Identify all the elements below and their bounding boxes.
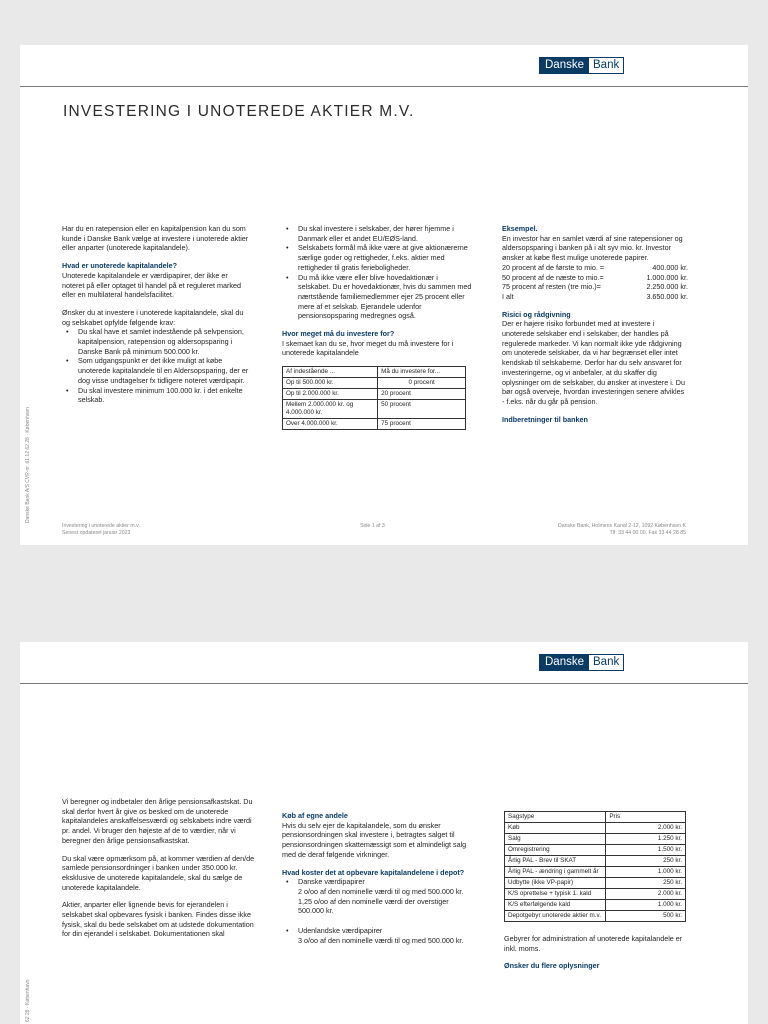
page-title: INVESTERING I UNOTEREDE AKTIER M.V. — [63, 103, 415, 120]
table-cell: 75 procent — [378, 419, 466, 430]
table-cell: 1.250 kr. — [606, 834, 686, 845]
table-row — [283, 400, 466, 419]
table-cell: Op til 2.000.000 kr. — [283, 389, 378, 400]
column-3 — [502, 224, 688, 424]
column-1 — [62, 797, 257, 947]
heading-risk: Risici og rådgivning — [502, 309, 571, 319]
page-header — [20, 642, 748, 684]
table-row — [505, 900, 686, 911]
fee-table — [504, 811, 686, 922]
paragraph: Aktier, anparter eller lignende bevis for ejerandelen i selskabet skal opbevares fysisk i banken. Findes disse ikke fysisk, skal du bede selskabet om at udstede dokumentation for din ejerandel i selskabet. Dokumentationen skal — [62, 900, 254, 939]
paragraph: Vi beregner og indbetaler den årlige pensionsafkastskat. Du skal derfor hvert år give os besked om de unoterede kapitalandeles anskaffelsesværdi og selskabets indre værdi pr. andel. Vi bruger den højeste af de to værdier, når vi beregner den årlige pensionsafkastskat. — [62, 797, 253, 845]
table-cell: 1.000 kr. — [606, 900, 686, 911]
table-row — [505, 878, 686, 889]
table-row — [505, 911, 686, 922]
heading-reporting: Indberetninger til banken — [502, 414, 588, 424]
example-text: En investor har en samlet værdi af sine ratepensioner og aldersopsparing i banken på i alt syv mio. kr. Investor ønsker at købe flest mulige unoterede papirer. — [502, 233, 683, 263]
sidebar-legal-text: Danske Bank A/S CVR-nr. 61 12 62 28 · København — [25, 407, 31, 523]
list-item: • Du skal investere minimum 100.000 kr. i det enkelte selskab. — [62, 386, 252, 405]
table-row — [505, 834, 686, 845]
table-cell: 1.000 kr. — [606, 867, 686, 878]
table-cell: 1.500 kr. — [606, 845, 686, 856]
table-row — [283, 419, 466, 430]
list-item: • Som udgangspunkt er det ikke muligt at købe unoterede kapitalandele til en Aldersopsparing, der er dog visse undtagelser fx tidligere noteret værdipapir. — [62, 356, 252, 385]
table-cell: Årlig PAL - ændring i gammelt år — [505, 867, 606, 878]
what-text: Unoterede kapitalandele er værdipapirer, der ikke er noteret på eller optaget til handel på et reguleret marked eller en multilateral handelsfacilitet. — [62, 270, 242, 300]
heading-buy-own: Køb af egne andele — [282, 811, 348, 820]
list-item: • Du skal investere i selskaber, der hører hjemme i Danmark eller et andet EU/EØS-land. — [282, 224, 472, 243]
table-cell: 20 procent — [378, 389, 466, 400]
table-row — [505, 889, 686, 900]
table-cell: K/S oprettelse + typisk 1. kald — [505, 889, 606, 900]
calc-row: 50 procent af de næste to mio.= 1.000.000 kr. — [502, 272, 688, 282]
table-row — [505, 856, 686, 867]
table-header-row — [505, 812, 686, 823]
document-page-1 — [20, 45, 748, 545]
page-header — [20, 45, 748, 87]
list-item: • Udenlandske værdipapirer 3 o/oo af den nominelle værdi til og med 500.000 kr. — [282, 926, 474, 945]
document-page-2 — [20, 642, 748, 1024]
table-row — [505, 845, 686, 856]
heading-more-info: Ønsker du flere oplysninger — [504, 961, 600, 971]
calc-row: 20 procent af de første to mio. = 400.000 kr. — [502, 262, 688, 272]
table-header-cell: Sagstype — [505, 812, 606, 823]
table-cell: Omregistrering — [505, 845, 606, 856]
table-row — [505, 823, 686, 834]
how-much-text: I skemaet kan du se, hvor meget du må investere for i unoterede kapitalandele — [282, 338, 454, 358]
table-cell: Mellem 2.000.000 kr. og 4.000.000 kr. — [283, 400, 378, 419]
example-calc — [502, 263, 688, 302]
table-header-cell: Pris — [606, 812, 686, 823]
table-cell: Udbytte (ikke VP-papir) — [505, 878, 606, 889]
danske-bank-logo: Danske Bank — [539, 57, 624, 74]
table-cell: Køb — [505, 823, 606, 834]
footer-page-number: Side 1 af 3 — [360, 523, 385, 529]
risk-text: Der er højere risiko forbundet med at investere i unoterede selskaber end i selskaber, der handles på regulerede markeder. Vi kan normalt ikke yde rådgivning om unoterede selskaber, da vi har begrænset eller intet kendskab til selskaberne. Derfor har du selv ansvaret for investeringerne, og vi anbefaler, at du skaffer dig oplysninger om de selskaber, du ønsker at investere i. Du bør også overveje, hvordan investeringen senere afvikles - f.eks. når du går på pension. — [502, 319, 685, 406]
danske-bank-logo: Danske Bank — [539, 654, 624, 671]
column-1 — [62, 224, 252, 405]
table-row — [505, 867, 686, 878]
requirements-list — [62, 327, 252, 405]
intro-text: Har du en ratepension eller en kapitalpension kan du som kunde i Danske Bank vælge at investere i unoterede aktier eller anparter (unoterede kapitalandele). — [62, 224, 249, 253]
wish-text: Ønsker du at investere i unoterede kapitalandele, skal du og selskabet opfylde følgende krav: — [62, 307, 244, 327]
list-item: • Du skal have et samlet indestående på selvpension, kapitalpension, ratepension og aldersopsparing i Danske Bank på minimum 500.000 kr. — [62, 327, 252, 356]
footer-right: Danske Bank, Holmens Kanal 2-12, 1092 København K Tlf. 33 44 00 00, Fax 33 44 28 85 — [557, 523, 686, 536]
table-cell: Salg — [505, 834, 606, 845]
table-cell: Årlig PAL - Brev til SKAT — [505, 856, 606, 867]
heading-what: Hvad er unoterede kapitalandele? — [62, 261, 178, 271]
calc-row: 75 procent af resten (tre mio.)= 2.250.000 kr. — [502, 282, 688, 292]
table-cell: Op til 500.000 kr. — [283, 378, 378, 389]
table-cell: 2.000 kr. — [606, 823, 686, 834]
heading-example: Eksempel. — [502, 224, 538, 233]
table-cell: Over 4.000.000 kr. — [283, 419, 378, 430]
fee-note: Gebyrer for administration af unoterede kapitalandele er inkl. moms. — [504, 934, 683, 953]
calc-row: I alt 3.650.000 kr. — [502, 291, 688, 301]
table-header-cell: Af indestående ... — [283, 367, 378, 378]
table-cell: 250 kr. — [606, 856, 686, 867]
table-row — [283, 378, 466, 389]
investment-table — [282, 366, 466, 430]
sidebar-legal-text: 62 28 · København — [25, 979, 31, 1022]
column-2 — [282, 224, 472, 430]
heading-cost: Hvad koster det at opbevare kapitalandelene i depot? — [282, 867, 465, 877]
requirements-list-cont — [282, 224, 472, 321]
table-cell: 50 procent — [378, 400, 466, 419]
table-cell: 250 kr. — [606, 878, 686, 889]
table-header-cell: Må du investere for... — [378, 367, 466, 378]
buy-own-text: Hvis du selv ejer de kapitalandele, som du ønsker pensionsordningen skal investere i, betragtes salget til pensionsordningen skattemæssigt som et almindeligt salg med de deraf følgende virkninger. — [282, 820, 467, 859]
cost-list — [282, 877, 474, 945]
table-header-row — [283, 367, 466, 378]
heading-how-much: Hvor meget må du investere for? — [282, 329, 395, 339]
table-cell: 2.000 kr. — [606, 889, 686, 900]
table-cell: Depotgebyr unoterede aktier m.v. — [505, 911, 606, 922]
list-item: • Selskabets formål må ikke være at give aktionærerne særlige goder og rettigheder, f.eks. aktier med rettigheder til gratis ferieboligheder. — [282, 243, 472, 272]
table-row — [283, 389, 466, 400]
list-item: • Danske værdipapirer 2 o/oo af den nominelle værdi til og med 500.000 kr. 1,25 o/oo af den nominelle værdi der overstiger 500.000 kr. — [282, 877, 474, 916]
paragraph: Du skal være opmærksom på, at kommer værdien af den/de samlede pensionsordninger i banken under 350.000 kr. eksklusive de unoterede kapitalandele, skal du sælge de unoterede kapitalandele. — [62, 853, 255, 892]
column-2 — [282, 811, 474, 945]
column-3 — [504, 811, 690, 971]
table-cell: K/S efterfølgende kald — [505, 900, 606, 911]
list-item: • Du må ikke være eller blive hovedaktionær i selskabet. Du er hovedaktionær, hvis du sammen med nærtstående familiemedlemmer ejer 25 procent eller mere af et selskab. Ejerandele udenfor pensionsopsparing medregnes også. — [282, 273, 472, 322]
table-cell: 0 procent — [378, 378, 466, 389]
table-cell: 500 kr. — [606, 911, 686, 922]
footer-left: Investering i unoterede aktier m.v. Senest opdateret januar 2023 — [62, 523, 140, 536]
